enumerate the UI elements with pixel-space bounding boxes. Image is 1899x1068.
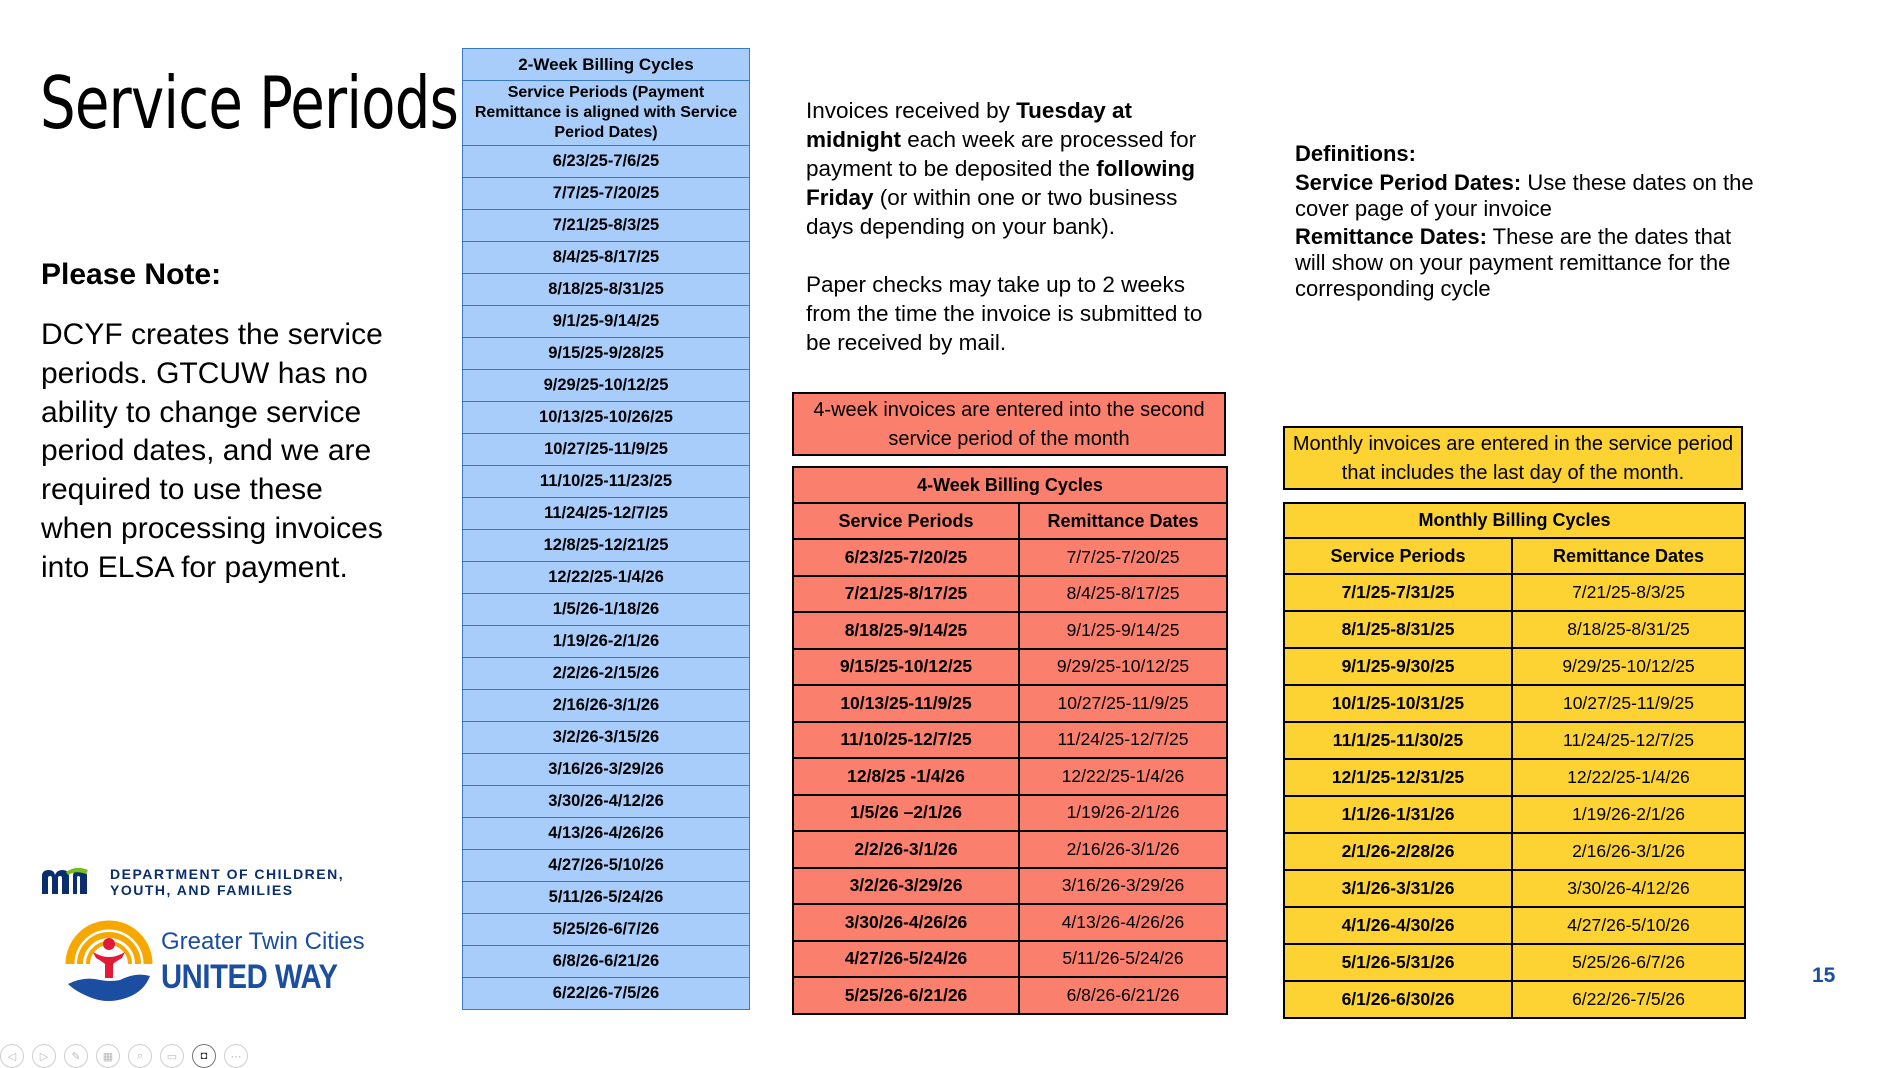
monthly-remit-header: Remittance Dates: [1512, 538, 1745, 574]
table-row: [463, 754, 750, 786]
remittance-date-cell: 8/18/25-8/31/25: [1512, 611, 1745, 648]
united-way-city-text: Greater Twin Cities: [161, 928, 365, 955]
table-row: [463, 786, 750, 818]
service-period-cell: 1/19/26-2/1/26: [463, 626, 750, 658]
table-row: [463, 274, 750, 306]
table-row: [793, 977, 1227, 1014]
service-period-cell: 3/30/26-4/26/26: [793, 904, 1019, 941]
table-row: [1284, 685, 1745, 722]
service-period-cell: 10/13/25-10/26/25: [463, 402, 750, 434]
subtitles-icon[interactable]: ▭: [160, 1044, 184, 1068]
service-period-cell: 11/1/25-11/30/25: [1284, 722, 1512, 759]
table-row: [463, 498, 750, 530]
remittance-date-cell: 7/7/25-7/20/25: [1019, 539, 1227, 576]
definitions-block: [1295, 140, 1765, 302]
service-period-cell: 9/29/25-10/12/25: [463, 370, 750, 402]
paper-checks-text: Paper checks may take up to 2 weeks from the time the invoice is submitted to be received by mail.: [806, 272, 1203, 355]
table-row: [463, 722, 750, 754]
table-row: [1284, 981, 1745, 1018]
united-way-logo-icon: [64, 918, 154, 1010]
service-period-cell: 8/1/25-8/31/25: [1284, 611, 1512, 648]
remittance-date-cell: 9/29/25-10/12/25: [1019, 649, 1227, 686]
service-period-cell: 9/15/25-10/12/25: [793, 649, 1019, 686]
service-period-cell: 5/25/26-6/7/26: [463, 914, 750, 946]
service-period-cell: 3/1/26-3/31/26: [1284, 870, 1512, 907]
service-period-cell: 1/1/26-1/31/26: [1284, 796, 1512, 833]
table-row: [463, 306, 750, 338]
table-row: [793, 758, 1227, 795]
service-period-cell: 1/5/26 –2/1/26: [793, 795, 1019, 832]
table-row: [1284, 907, 1745, 944]
service-period-cell: 3/30/26-4/12/26: [463, 786, 750, 818]
next-icon[interactable]: ▷: [32, 1044, 56, 1068]
table-row: [1284, 574, 1745, 611]
remittance-date-cell: 3/16/26-3/29/26: [1019, 868, 1227, 905]
service-period-cell: 11/10/25-12/7/25: [793, 722, 1019, 759]
service-period-cell: 6/23/25-7/20/25: [793, 539, 1019, 576]
remittance-date-cell: 7/21/25-8/3/25: [1512, 574, 1745, 611]
table-row: [793, 576, 1227, 613]
four-week-remit-header: Remittance Dates: [1019, 503, 1227, 539]
remittance-date-cell: 11/24/25-12/7/25: [1512, 722, 1745, 759]
service-period-cell: 12/1/25-12/31/25: [1284, 759, 1512, 796]
remittance-date-cell: 12/22/25-1/4/26: [1512, 759, 1745, 796]
remittance-date-cell: 6/22/26-7/5/26: [1512, 981, 1745, 1018]
service-period-cell: 8/18/25-9/14/25: [793, 612, 1019, 649]
table-row: [793, 649, 1227, 686]
four-week-service-header: Service Periods: [793, 503, 1019, 539]
camera-icon[interactable]: ◘: [192, 1044, 216, 1068]
service-period-cell: 4/27/26-5/24/26: [793, 941, 1019, 978]
remittance-date-cell: 1/19/26-2/1/26: [1512, 796, 1745, 833]
four-week-note: 4-week invoices are entered into the second service period of the month: [792, 392, 1226, 456]
remittance-date-cell: 12/22/25-1/4/26: [1019, 758, 1227, 795]
service-period-cell: 6/22/26-7/5/26: [463, 978, 750, 1010]
four-week-table: [792, 466, 1228, 1015]
table-row: [463, 914, 750, 946]
service-period-cell: 9/1/25-9/14/25: [463, 306, 750, 338]
service-period-cell: 4/1/26-4/30/26: [1284, 907, 1512, 944]
service-period-cell: 2/2/26-3/1/26: [793, 831, 1019, 868]
table-row: [1284, 648, 1745, 685]
invoice-processing-text: Invoices received by Tuesday at midnight each week are processed for payment to be deposited the following Friday (or within one or two business days depending on your bank).: [806, 98, 1197, 239]
table-row: [463, 658, 750, 690]
monthly-title: Monthly Billing Cycles: [1284, 503, 1745, 538]
page-number: 15: [1812, 964, 1836, 987]
remittance-date-cell: 1/19/26-2/1/26: [1019, 795, 1227, 832]
service-period-cell: 11/24/25-12/7/25: [463, 498, 750, 530]
table-row: [463, 338, 750, 370]
table-row: [793, 612, 1227, 649]
remittance-date-cell: 2/16/26-3/1/26: [1512, 833, 1745, 870]
service-period-cell: 10/1/25-10/31/25: [1284, 685, 1512, 722]
table-row: [793, 685, 1227, 722]
service-period-cell: 10/13/25-11/9/25: [793, 685, 1019, 722]
note-body: DCYF creates the service periods. GTCUW has no ability to change service period dates, and we are required to use these when processing invoices into ELSA for payment.: [41, 318, 383, 584]
table-row: [463, 562, 750, 594]
service-period-cell: 11/10/25-11/23/25: [463, 466, 750, 498]
table-row: [463, 434, 750, 466]
table-row: [1284, 759, 1745, 796]
more-icon[interactable]: ⋯: [224, 1044, 248, 1068]
service-period-cell: 8/4/25-8/17/25: [463, 242, 750, 274]
service-period-cell: 7/7/25-7/20/25: [463, 178, 750, 210]
note-heading: Please Note:: [41, 258, 222, 291]
table-row: [793, 868, 1227, 905]
remittance-date-cell: 5/25/26-6/7/26: [1512, 944, 1745, 981]
service-period-cell: 9/1/25-9/30/25: [1284, 648, 1512, 685]
remittance-date-cell: 9/1/25-9/14/25: [1019, 612, 1227, 649]
table-row: [463, 690, 750, 722]
table-row: [793, 722, 1227, 759]
table-row: [793, 904, 1227, 941]
service-period-cell: 2/16/26-3/1/26: [463, 690, 750, 722]
table-row: [793, 941, 1227, 978]
table-row: [1284, 722, 1745, 759]
service-period-cell: 7/21/25-8/17/25: [793, 576, 1019, 613]
slides-icon[interactable]: ▦: [96, 1044, 120, 1068]
table-row: [463, 242, 750, 274]
remittance-date-cell: 5/11/26-5/24/26: [1019, 941, 1227, 978]
two-week-subheader: Service Periods (Payment Remittance is aligned with Service Period Dates): [463, 81, 750, 146]
two-week-title: 2-Week Billing Cycles: [463, 49, 750, 81]
service-period-cell: 12/8/25 -1/4/26: [793, 758, 1019, 795]
remittance-date-cell: 6/8/26-6/21/26: [1019, 977, 1227, 1014]
service-period-cell: 10/27/25-11/9/25: [463, 434, 750, 466]
page-title: Service Periods: [40, 61, 459, 145]
remittance-date-cell: 11/24/25-12/7/25: [1019, 722, 1227, 759]
table-row: [463, 882, 750, 914]
table-row: [1284, 870, 1745, 907]
previous-icon[interactable]: ◁: [0, 1044, 24, 1068]
monthly-note: Monthly invoices are entered in the service period that includes the last day of the month.: [1283, 426, 1743, 490]
table-row: [463, 818, 750, 850]
service-period-definition: Service Period Dates: Use these dates on the cover page of your invoice: [1295, 170, 1754, 221]
service-period-cell: 6/23/25-7/6/25: [463, 146, 750, 178]
service-period-cell: 3/2/26-3/29/26: [793, 868, 1019, 905]
service-period-cell: 3/16/26-3/29/26: [463, 754, 750, 786]
pen-icon[interactable]: ✎: [64, 1044, 88, 1068]
service-period-cell: 12/22/25-1/4/26: [463, 562, 750, 594]
table-row: [1284, 944, 1745, 981]
remittance-date-cell: 10/27/25-11/9/25: [1019, 685, 1227, 722]
table-row: [1284, 611, 1745, 648]
service-period-cell: 2/2/26-2/15/26: [463, 658, 750, 690]
service-period-cell: 8/18/25-8/31/25: [463, 274, 750, 306]
service-period-cell: 2/1/26-2/28/26: [1284, 833, 1512, 870]
remittance-date-cell: 8/4/25-8/17/25: [1019, 576, 1227, 613]
zoom-icon[interactable]: ⌕: [128, 1044, 152, 1068]
table-row: [463, 178, 750, 210]
presentation-toolbar: [0, 1044, 248, 1068]
table-row: [793, 539, 1227, 576]
dept-name: DEPARTMENT OF CHILDREN, YOUTH, AND FAMILIES: [110, 866, 345, 898]
table-row: [463, 466, 750, 498]
table-row: [463, 946, 750, 978]
remittance-date-cell: 9/29/25-10/12/25: [1512, 648, 1745, 685]
table-row: [463, 978, 750, 1010]
service-period-cell: 9/15/25-9/28/25: [463, 338, 750, 370]
remittance-date-cell: 4/27/26-5/10/26: [1512, 907, 1745, 944]
monthly-table: [1283, 502, 1746, 1019]
service-period-cell: 4/27/26-5/10/26: [463, 850, 750, 882]
mn-logo-icon: [40, 866, 104, 896]
table-row: [463, 530, 750, 562]
table-row: [1284, 833, 1745, 870]
definitions-heading: Definitions:: [1295, 141, 1416, 166]
service-period-cell: 5/25/26-6/21/26: [793, 977, 1019, 1014]
table-row: [793, 795, 1227, 832]
remittance-definition: Remittance Dates: These are the dates that will show on your payment remittance for the corresponding cycle: [1295, 224, 1732, 301]
two-week-table: [462, 48, 750, 1010]
table-row: [793, 831, 1227, 868]
table-row: [463, 402, 750, 434]
service-period-cell: 12/8/25-12/21/25: [463, 530, 750, 562]
service-period-cell: 6/1/26-6/30/26: [1284, 981, 1512, 1018]
service-period-cell: 5/1/26-5/31/26: [1284, 944, 1512, 981]
remittance-date-cell: 2/16/26-3/1/26: [1019, 831, 1227, 868]
table-row: [463, 850, 750, 882]
remittance-date-cell: 10/27/25-11/9/25: [1512, 685, 1745, 722]
remittance-date-cell: 3/30/26-4/12/26: [1512, 870, 1745, 907]
service-period-cell: 1/5/26-1/18/26: [463, 594, 750, 626]
monthly-service-header: Service Periods: [1284, 538, 1512, 574]
remittance-date-cell: 4/13/26-4/26/26: [1019, 904, 1227, 941]
table-row: [1284, 796, 1745, 833]
service-period-cell: 5/11/26-5/24/26: [463, 882, 750, 914]
service-period-cell: 3/2/26-3/15/26: [463, 722, 750, 754]
table-row: [463, 210, 750, 242]
united-way-name-text: UNITED WAY: [161, 958, 338, 996]
table-row: [463, 146, 750, 178]
service-period-cell: 7/1/25-7/31/25: [1284, 574, 1512, 611]
table-row: [463, 594, 750, 626]
table-row: [463, 626, 750, 658]
service-period-cell: 6/8/26-6/21/26: [463, 946, 750, 978]
service-period-cell: 7/21/25-8/3/25: [463, 210, 750, 242]
service-period-cell: 4/13/26-4/26/26: [463, 818, 750, 850]
four-week-title: 4-Week Billing Cycles: [793, 467, 1227, 503]
table-row: [463, 370, 750, 402]
